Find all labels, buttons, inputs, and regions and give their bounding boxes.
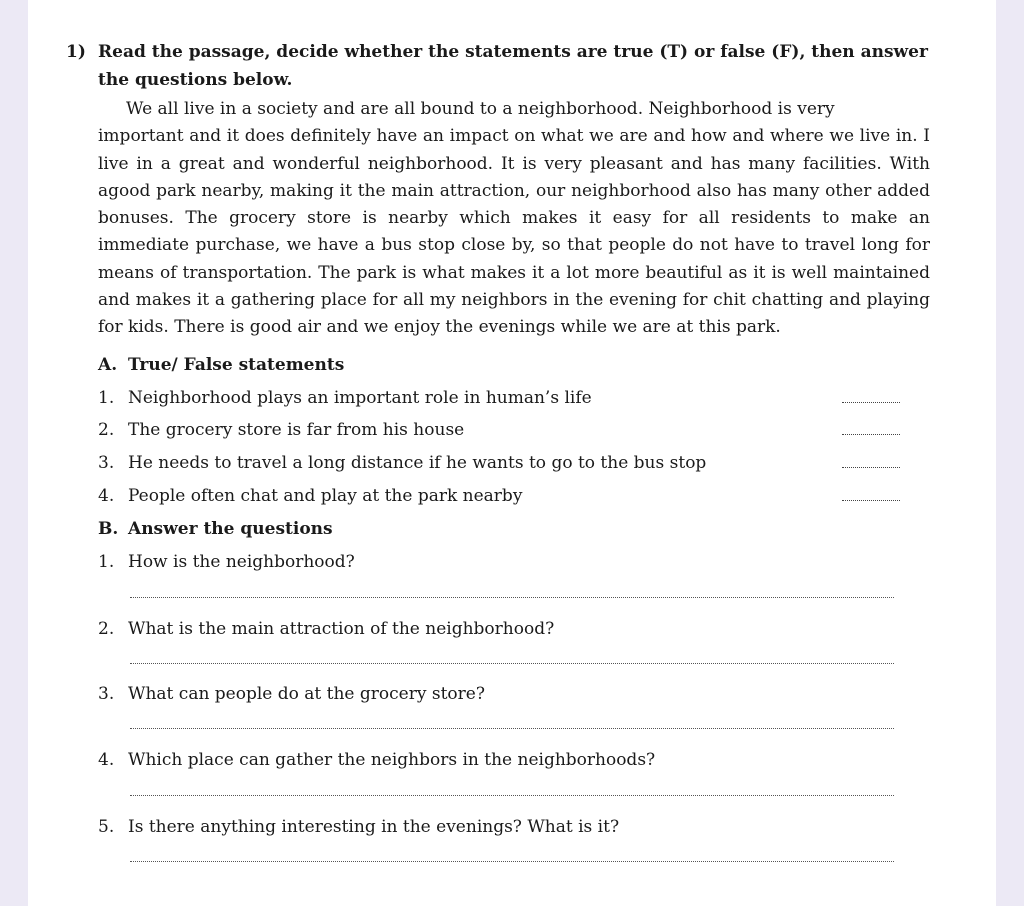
worksheet-page [28,0,996,906]
tf-statement [98,388,928,412]
passage-line: We all live in a society and are all bound to a neighborhood. Neighborhood is very [126,99,835,119]
passage-line: added bonuses. The grocery store is nearby which makes it easy for all residents to make an [98,180,930,229]
question-text: Which place can gather the neighbors in the neighborhoods? [128,750,656,770]
answer-line[interactable] [130,597,894,598]
tf-text: Neighborhood plays an important role in human’s life [128,388,592,408]
tf-text: He needs to travel a long distance if he wants to go to the bus stop [128,453,707,473]
section-a-title [98,355,344,375]
tf-number: 1. [98,388,115,408]
section-b-title [98,519,333,539]
tf-text: The grocery store is far from his house [128,420,465,440]
answer-line[interactable] [130,795,894,796]
question-number: 2. [98,619,115,639]
question-text: Is there anything interesting in the evenings? What is it? [128,817,620,837]
tf-number: 3. [98,453,115,473]
exercise-instruction [66,38,938,94]
instruction-line-1: Read the passage, decide whether the statements are true (T) or false (F), then answer [98,42,928,62]
section-a-letter: A. [98,355,118,375]
question-number: 5. [98,817,115,837]
exercise-number: 1) [66,42,86,62]
answer-line[interactable] [130,663,894,664]
tf-number: 4. [98,486,115,506]
question-number: 4. [98,750,115,770]
section-a-label: True/ False statements [128,355,345,375]
passage-line: important and it does definitely have an impact on what we are and how and where we live in. [98,126,918,147]
passage-line: and makes it a gathering place for all my neighbors in the evening for chit chatting and playing [98,290,930,311]
tf-number: 2. [98,420,115,440]
passage-line: means of transportation. The park is what makes it a lot more beautiful as it is well maintained [98,262,930,283]
question-number: 3. [98,684,115,704]
passage-line: immediate purchase, we have a bus stop close by, so that people do not have to travel long for [98,235,930,256]
tf-answer-blank[interactable] [842,434,900,435]
tf-answer-blank[interactable] [842,467,900,468]
question-item [98,684,928,704]
tf-statement [98,420,928,444]
tf-text: People often chat and play at the park nearby [128,486,523,506]
question-text: How is the neighborhood? [128,552,355,572]
passage-line: agood park nearby, making it the main attraction, our neighborhood also has many other [98,180,872,201]
question-item [98,750,928,770]
answer-line[interactable] [130,861,894,862]
instruction-line-2: the questions below. [98,70,293,90]
reading-passage [98,96,930,342]
section-b-letter: B. [98,519,119,539]
question-item [98,619,928,639]
passage-line: for kids. There is good air and we enjoy the evenings while we are at this park. [98,317,781,338]
section-b-label: Answer the questions [128,519,333,539]
question-number: 1. [98,552,115,572]
tf-statement [98,486,928,510]
tf-statement [98,453,928,477]
question-item [98,552,928,572]
question-item [98,817,928,837]
question-text: What is the main attraction of the neighborhood? [128,619,555,639]
tf-answer-blank[interactable] [842,402,900,403]
question-text: What can people do at the grocery store? [128,684,485,704]
tf-answer-blank[interactable] [842,500,900,501]
answer-line[interactable] [130,728,894,729]
passage-line: I live in a great and wonderful neighborhood. It is very pleasant and has many facilities. With [98,126,930,174]
